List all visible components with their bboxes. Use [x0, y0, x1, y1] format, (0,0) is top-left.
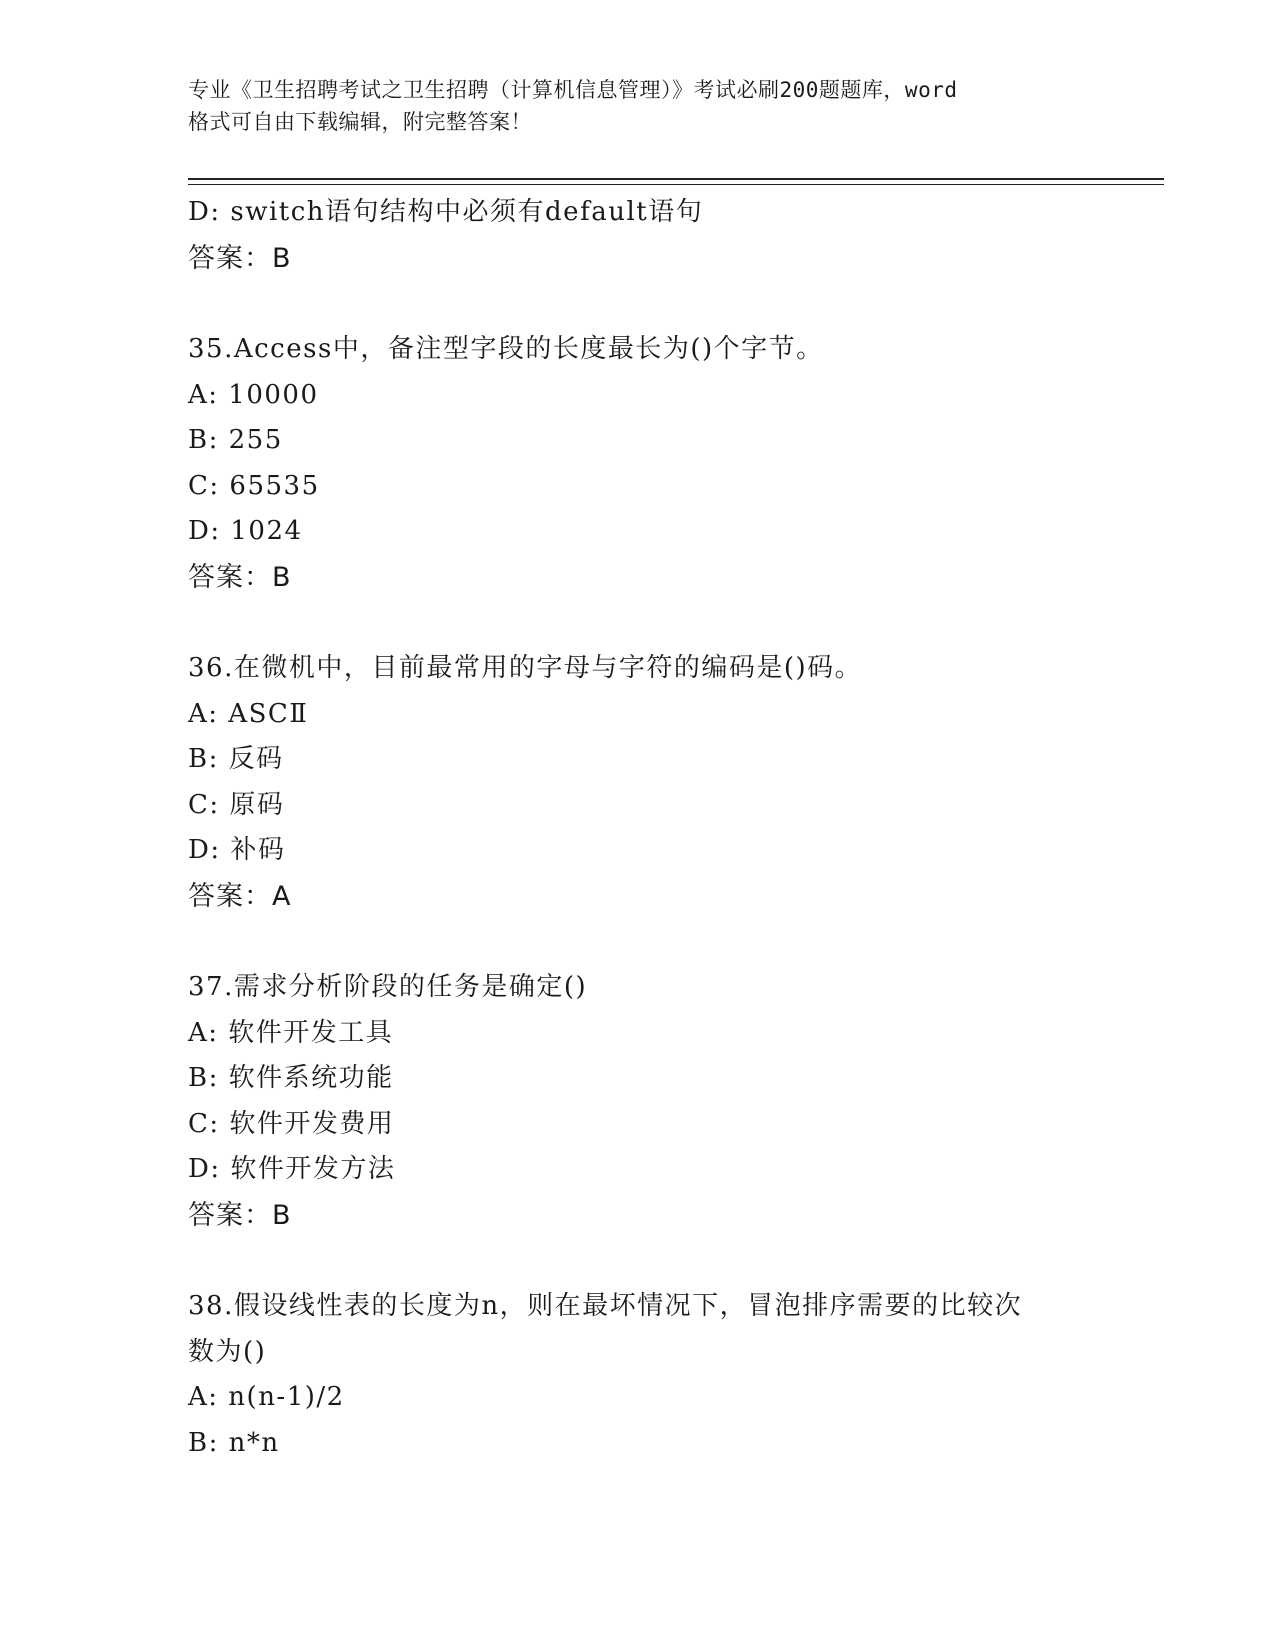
option-d: D: switch语句结构中必须有default语句 [188, 197, 704, 227]
option-a: A: n(n-1)/2 [188, 1382, 345, 1412]
question-block-35 [188, 327, 1088, 600]
question-block-34 [188, 190, 1088, 281]
spacer [188, 600, 1088, 646]
question-stem: 37.需求分析阶段的任务是确定() [188, 972, 588, 1002]
header-line-1: 专业《卫生招聘考试之卫生招聘（计算机信息管理）》考试必刷200题题库，word [188, 78, 958, 102]
question-stem: 35.Access中，备注型字段的长度最长为()个字节。 [188, 334, 824, 364]
option-b: B: 软件系统功能 [188, 1063, 394, 1093]
option-a: A: 10000 [188, 379, 319, 410]
option-b: B: 反码 [188, 744, 284, 774]
spacer [188, 1238, 1088, 1284]
option-c: C: 原码 [188, 789, 285, 820]
answer-line: 答案：A [188, 880, 292, 912]
option-c: C: 软件开发费用 [188, 1108, 395, 1139]
option-d: D: 软件开发方法 [188, 1154, 396, 1184]
option-a: A: 软件开发工具 [188, 1017, 394, 1048]
question-stem: 36.在微机中，目前最常用的字母与字符的编码是()码。 [188, 653, 863, 683]
header-divider-thick [188, 178, 1164, 180]
option-a: A: ASCⅡ [188, 698, 309, 729]
question-block-37 [188, 965, 1088, 1238]
spacer [188, 919, 1088, 965]
question-stem-line-1: 38.假设线性表的长度为n，则在最坏情况下，冒泡排序需要的比较次 [188, 1291, 1023, 1321]
option-d: D: 1024 [188, 516, 303, 546]
question-list [188, 190, 1088, 1466]
header-divider-thin [188, 184, 1164, 185]
option-d: D: 补码 [188, 835, 286, 865]
header-line-2: 格式可自由下载编辑，附完整答案！ [188, 110, 532, 134]
answer-line: 答案：B [188, 242, 292, 274]
option-b: B: 255 [188, 425, 283, 455]
option-c: C: 65535 [188, 470, 320, 501]
spacer [188, 281, 1088, 327]
option-b: B: n*n [188, 1427, 280, 1458]
answer-line: 答案：B [188, 1199, 292, 1231]
question-stem-line-2: 数为() [188, 1336, 267, 1367]
question-block-38 [188, 1284, 1088, 1466]
question-block-36 [188, 646, 1088, 919]
answer-line: 答案：B [188, 561, 292, 593]
document-header [188, 74, 1088, 138]
